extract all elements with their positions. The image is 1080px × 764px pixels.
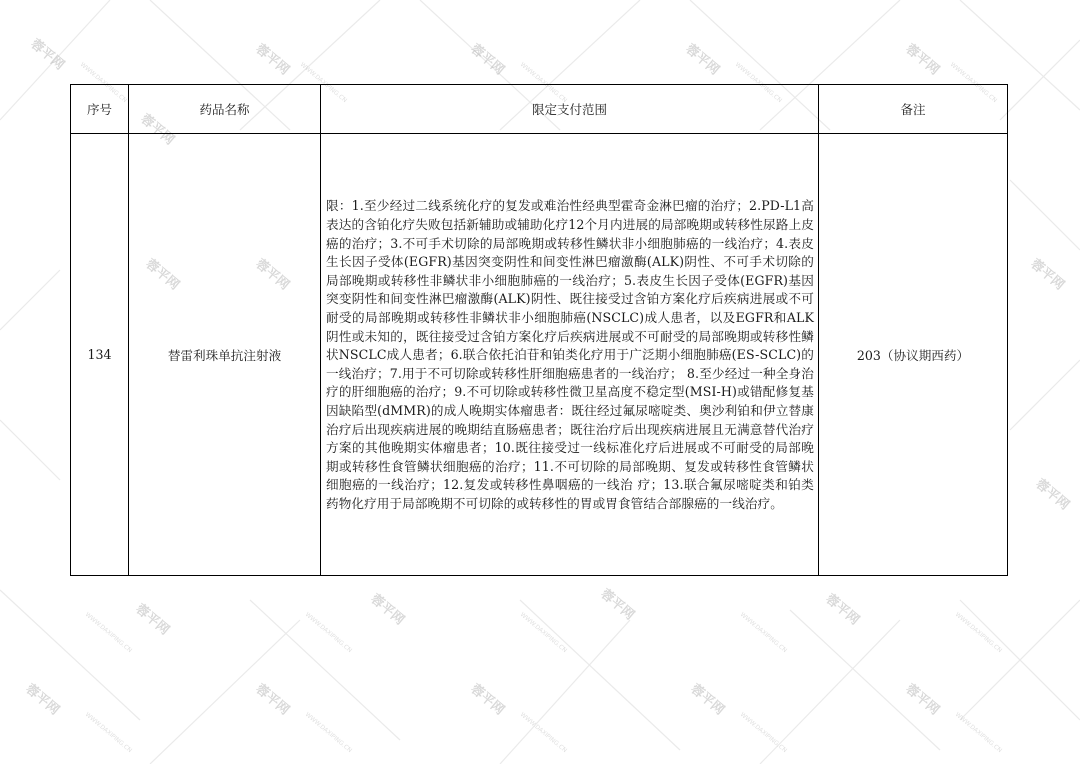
row-note: 203（协议期西药）: [856, 348, 970, 363]
watermark-brand-mark: 蓉平网: [132, 601, 172, 639]
row-drug-name: 替雷利珠单抗注射液: [167, 348, 282, 363]
header-note: 备注: [819, 85, 1008, 134]
row-seq: 134: [87, 347, 112, 362]
watermark-brand-mark: 蓉平网: [822, 591, 862, 629]
cell-drug-name: [129, 134, 321, 576]
watermark-brand-mark: 蓉平网: [902, 681, 942, 719]
cell-payment-scope: [321, 134, 819, 576]
watermark-brand-mark: 蓉平网: [1032, 476, 1072, 514]
header-seq: 序号: [71, 85, 129, 134]
watermark-brand-mark: 蓉平网: [682, 41, 722, 79]
watermark-url-mark: WWW.DAXIPING.CN: [948, 61, 999, 105]
watermark-brand-mark: 蓉平网: [22, 681, 62, 719]
watermark-url-mark: WWW.DAXIPING.CN: [738, 611, 789, 655]
row-payment-scope: 限：1.至少经过二线系统化疗的复发或难治性经典型霍奇金淋巴瘤的治疗；2.PD-L1高表达的含铂化疗失败包括新辅助或辅助化疗12个月内进展的局部晚期或转移性尿路上皮癌的治疗；3.不可手术切除的局部晚期或转移性鳞状非小细胞肺癌的一线治疗；4.表皮生长因子受体(EGFR)基因突变阴性和间变性淋巴瘤激酶(ALK)阴性、不可手术切除的局部晚期或转移性非鳞状非小细胞肺癌的一线治疗；5.表皮生长因子受体(EGFR)基因突变阴性和间变性淋巴瘤激酶(ALK)阴性、既往接受过含铂方案化疗后疾病进展或不可耐受的局部晚期或转移性非鳞状非小细胞肺癌(NSCLC)成人患者，以及EGFR和ALK阴性或未知的，既往接受过含铂方案化疗后疾病进展或不可耐受的局部晚期或转移性鳞状NSCLC成人患者；6.联合依托泊苷和铂类化疗用于广泛期小细胞肺癌(ES-SCLC)的一线治疗；7.用于不可切除或转移性肝细胞癌患者的一线治疗； 8.至少经过一种全身治疗的肝细胞癌的治疗；9.不可切除或转移性微卫星高度不稳定型(MSI-H)或错配修复基因缺陷型(dMMR)的成人晚期实体瘤患者：既往经过氟尿嘧啶类、奥沙利铂和伊立替康治疗后出现疾病进展的晚期结直肠癌患者；既往治疗后出现疾病进展且无满意替代治疗方案的其他晚期实体瘤患者；10.既往接受过一线标准化疗后进展或不可耐受的局部晚期或转移性食管鳞状细胞癌的治疗；11.不可切除的局部晚期、复发或转移性食管鳞状细胞癌的一线治疗；12.复发或转移性鼻咽癌的一线治 疗；13.联合氟尿嘧啶类和铂类药物化疗用于局部晚期不可切除的或转移性的胃或胃食管结合部腺癌的一线治疗。: [326, 198, 814, 511]
table-header-row: [71, 85, 1008, 134]
header-drug-name: 药品名称: [129, 85, 321, 134]
watermark-brand-mark: 蓉平网: [252, 681, 292, 719]
table-row: [71, 134, 1008, 576]
watermark-url-mark: WWW.DAXIPING.CN: [518, 711, 569, 755]
watermark-brand-mark: 蓉平网: [252, 41, 292, 79]
watermark-brand-mark: 蓉平网: [467, 681, 507, 719]
drug-payment-table: [70, 84, 1008, 576]
header-payment-scope: 限定支付范围: [321, 85, 819, 134]
watermark-brand-mark: 蓉平网: [142, 256, 182, 294]
watermark-brand-mark: 蓉平网: [367, 591, 407, 629]
watermark-url-mark: WWW.DAXIPING.CN: [83, 611, 134, 655]
watermark-url-mark: WWW.DAXIPING.CN: [83, 711, 134, 755]
watermark-brand-mark: 蓉平网: [687, 681, 727, 719]
cell-note: [819, 134, 1008, 576]
watermark-url-mark: WWW.DAXIPING.CN: [303, 711, 354, 755]
watermark-brand-mark: 蓉平网: [467, 41, 507, 79]
watermark-url-mark: WWW.DAXIPING.CN: [518, 611, 569, 655]
watermark-url-mark: WWW.DAXIPING.CN: [78, 61, 129, 105]
watermark-brand-mark: 蓉平网: [137, 111, 177, 149]
watermark-url-mark: WWW.DAXIPING.CN: [303, 611, 354, 655]
watermark-url-mark: WWW.DAXIPING.CN: [738, 711, 789, 755]
watermark-brand-mark: 蓉平网: [1027, 256, 1067, 294]
watermark-url-mark: WWW.DAXIPING.CN: [733, 61, 784, 105]
watermark-url-mark: WWW.DAXIPING.CN: [518, 61, 569, 105]
cell-seq: [71, 134, 129, 576]
watermark-brand-mark: 蓉平网: [902, 41, 942, 79]
watermark-brand-mark: 蓉平网: [27, 36, 67, 74]
watermark-url-mark: WWW.DAXIPING.CN: [953, 611, 1004, 655]
watermark-brand-mark: 蓉平网: [597, 586, 637, 624]
watermark-brand-mark: 蓉平网: [252, 256, 292, 294]
watermark-url-mark: WWW.DAXIPING.CN: [298, 61, 349, 105]
watermark-url-mark: WWW.DAXIPING.CN: [953, 711, 1004, 755]
